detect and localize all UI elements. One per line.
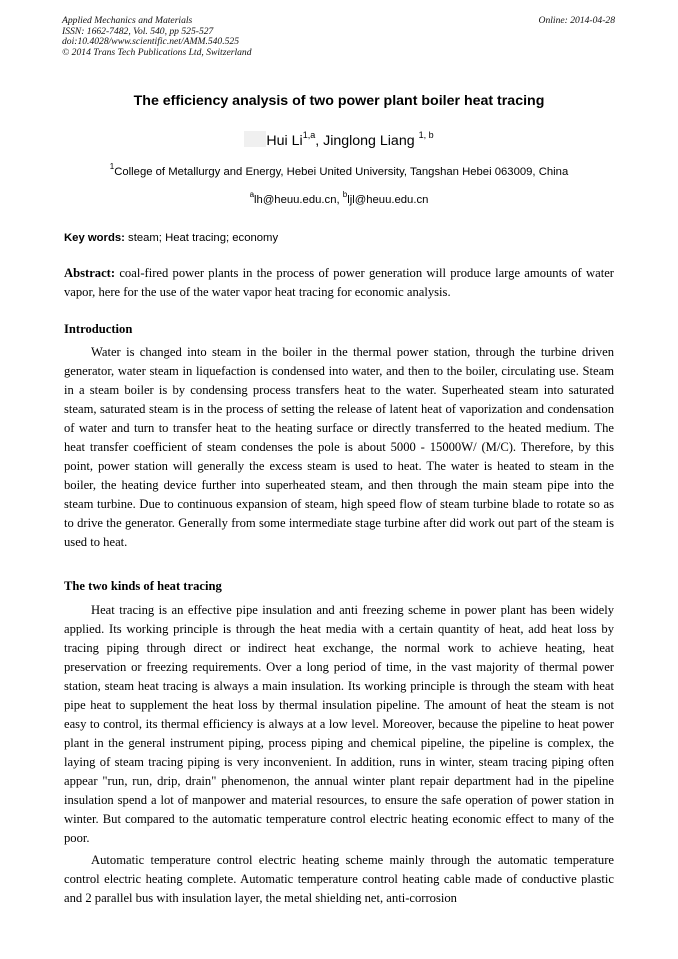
abstract-label: Abstract: [64,266,116,280]
section-heading-introduction: Introduction [64,322,133,336]
author-2-affil: 1, b [418,130,434,140]
section-heading-heat-tracing: The two kinds of heat tracing [64,579,222,593]
keywords [64,231,615,245]
email-line [0,190,678,207]
journal-name: Applied Mechanics and Materials [62,15,193,26]
issn-line: ISSN: 1662-7482, Vol. 540, pp 525-527 [62,25,214,37]
online-date: Online: 2014-04-28 [538,15,615,26]
email-a-sup: a [249,190,255,199]
keywords-text: steam; Heat tracing; economy [124,232,279,244]
copyright-line: © 2014 Trans Tech Publications Ltd, Switzerland [62,46,252,58]
author-line [0,131,678,150]
heat-tracing-paragraph-1: Heat tracing is an effective pipe insulation and anti freezing scheme in power plant has been widely applied. Its working principle is through the heat media with a certain quantity of heat, add heat loss by tracing piping through direct or indirect heat exchange, the normal work to achieve heating, heat preservation or freezing requirements. Over a long period of time, in the vast majority of thermal power station, steam heat tracing is always a main insulation. Its working principle is through the steam with heat pipe heat to supplement the heat loss by thermal insulation pipeline. The amount of heat the steam is not easy to control, its thermal efficiency is always at a low level. Moreover, because the pipeline to heat power plant in the general instrument piping, process piping and chemical pipeline, the pipeline is complex, the laying of steam tracing piping is very inconvenient. In addition, runs in winter, steam tracing piping often appear "run, run, drip, drain" phenomenon, the annual winter plant repair department had in the pipeline insulation spend a lot of manpower and material resources, to ensure the safe operation of power station in winter. But compared to the automatic temperature control electric heating economic effect to many of the poor. [64,603,614,845]
email-b: ljl@heuu.edu.cn [347,194,429,206]
author-1-affil: 1,a [302,130,316,140]
affiliation-text: College of Metallurgy and Energy, Hebei United University, Tangshan Hebei 063009, China [114,166,569,178]
affiliation [0,162,678,179]
heat-tracing-paragraph-2: Automatic temperature control electric heating scheme mainly through the automatic temperature control electric heating complete. Automatic temperature control heating cable made of conductive plastic and 2 parallel bus with insulation layer, the metal shielding net, anti-corrosion [64,853,614,905]
author-separator: , [315,133,324,149]
email-b-sup: b [342,190,348,199]
abstract-text: coal-fired power plants in the process of power generation will produce large amounts of water vapor, here for the use of the water vapor heat tracing for economic analysis. [64,266,614,299]
author-2: Jinglong Liang [323,133,415,149]
journal-header [62,16,615,58]
author-1: Hui Li [266,133,303,149]
paper-title: The efficiency analysis of two power plant boiler heat tracing [133,93,545,109]
affiliation-sup: 1 [109,162,115,171]
abstract [64,264,614,302]
keywords-label: Key words: [64,232,125,244]
introduction-paragraph: Water is changed into steam in the boiler in the thermal power station, through the turbine driven generator, water steam in liquefaction is condensed into water, and then to the boiler, circulating use. Steam in a steam boiler is by condensing process transfers heat to the water. Superheated steam into saturated steam, saturated steam is in the process of setting the release of latent heat of vaporization and condensation of water and turn to transfer heat to the heating surface or directly transferred to the heated medium. The heat transfer coefficient of steam condenses the pole is about 5000 - 15000W/ (M/C). Therefore, by this point, power station will generally the excess steam is used to heat. The water is heated to steam in the boiler, the heating device further into superheated steam, and then through the main steam pipe into the steam turbine. Due to continuous expansion of steam, high speed flow of steam turbine blade to rotate so as to drive the generator. Generally from some intermediate stage turbine after did work out part of the steam is used to heat. [64,345,614,549]
doi-line: doi:10.4028/www.scientific.net/AMM.540.525 [62,36,240,48]
email-a: lh@heuu.edu.cn, [254,194,343,206]
author-marker [244,131,266,147]
